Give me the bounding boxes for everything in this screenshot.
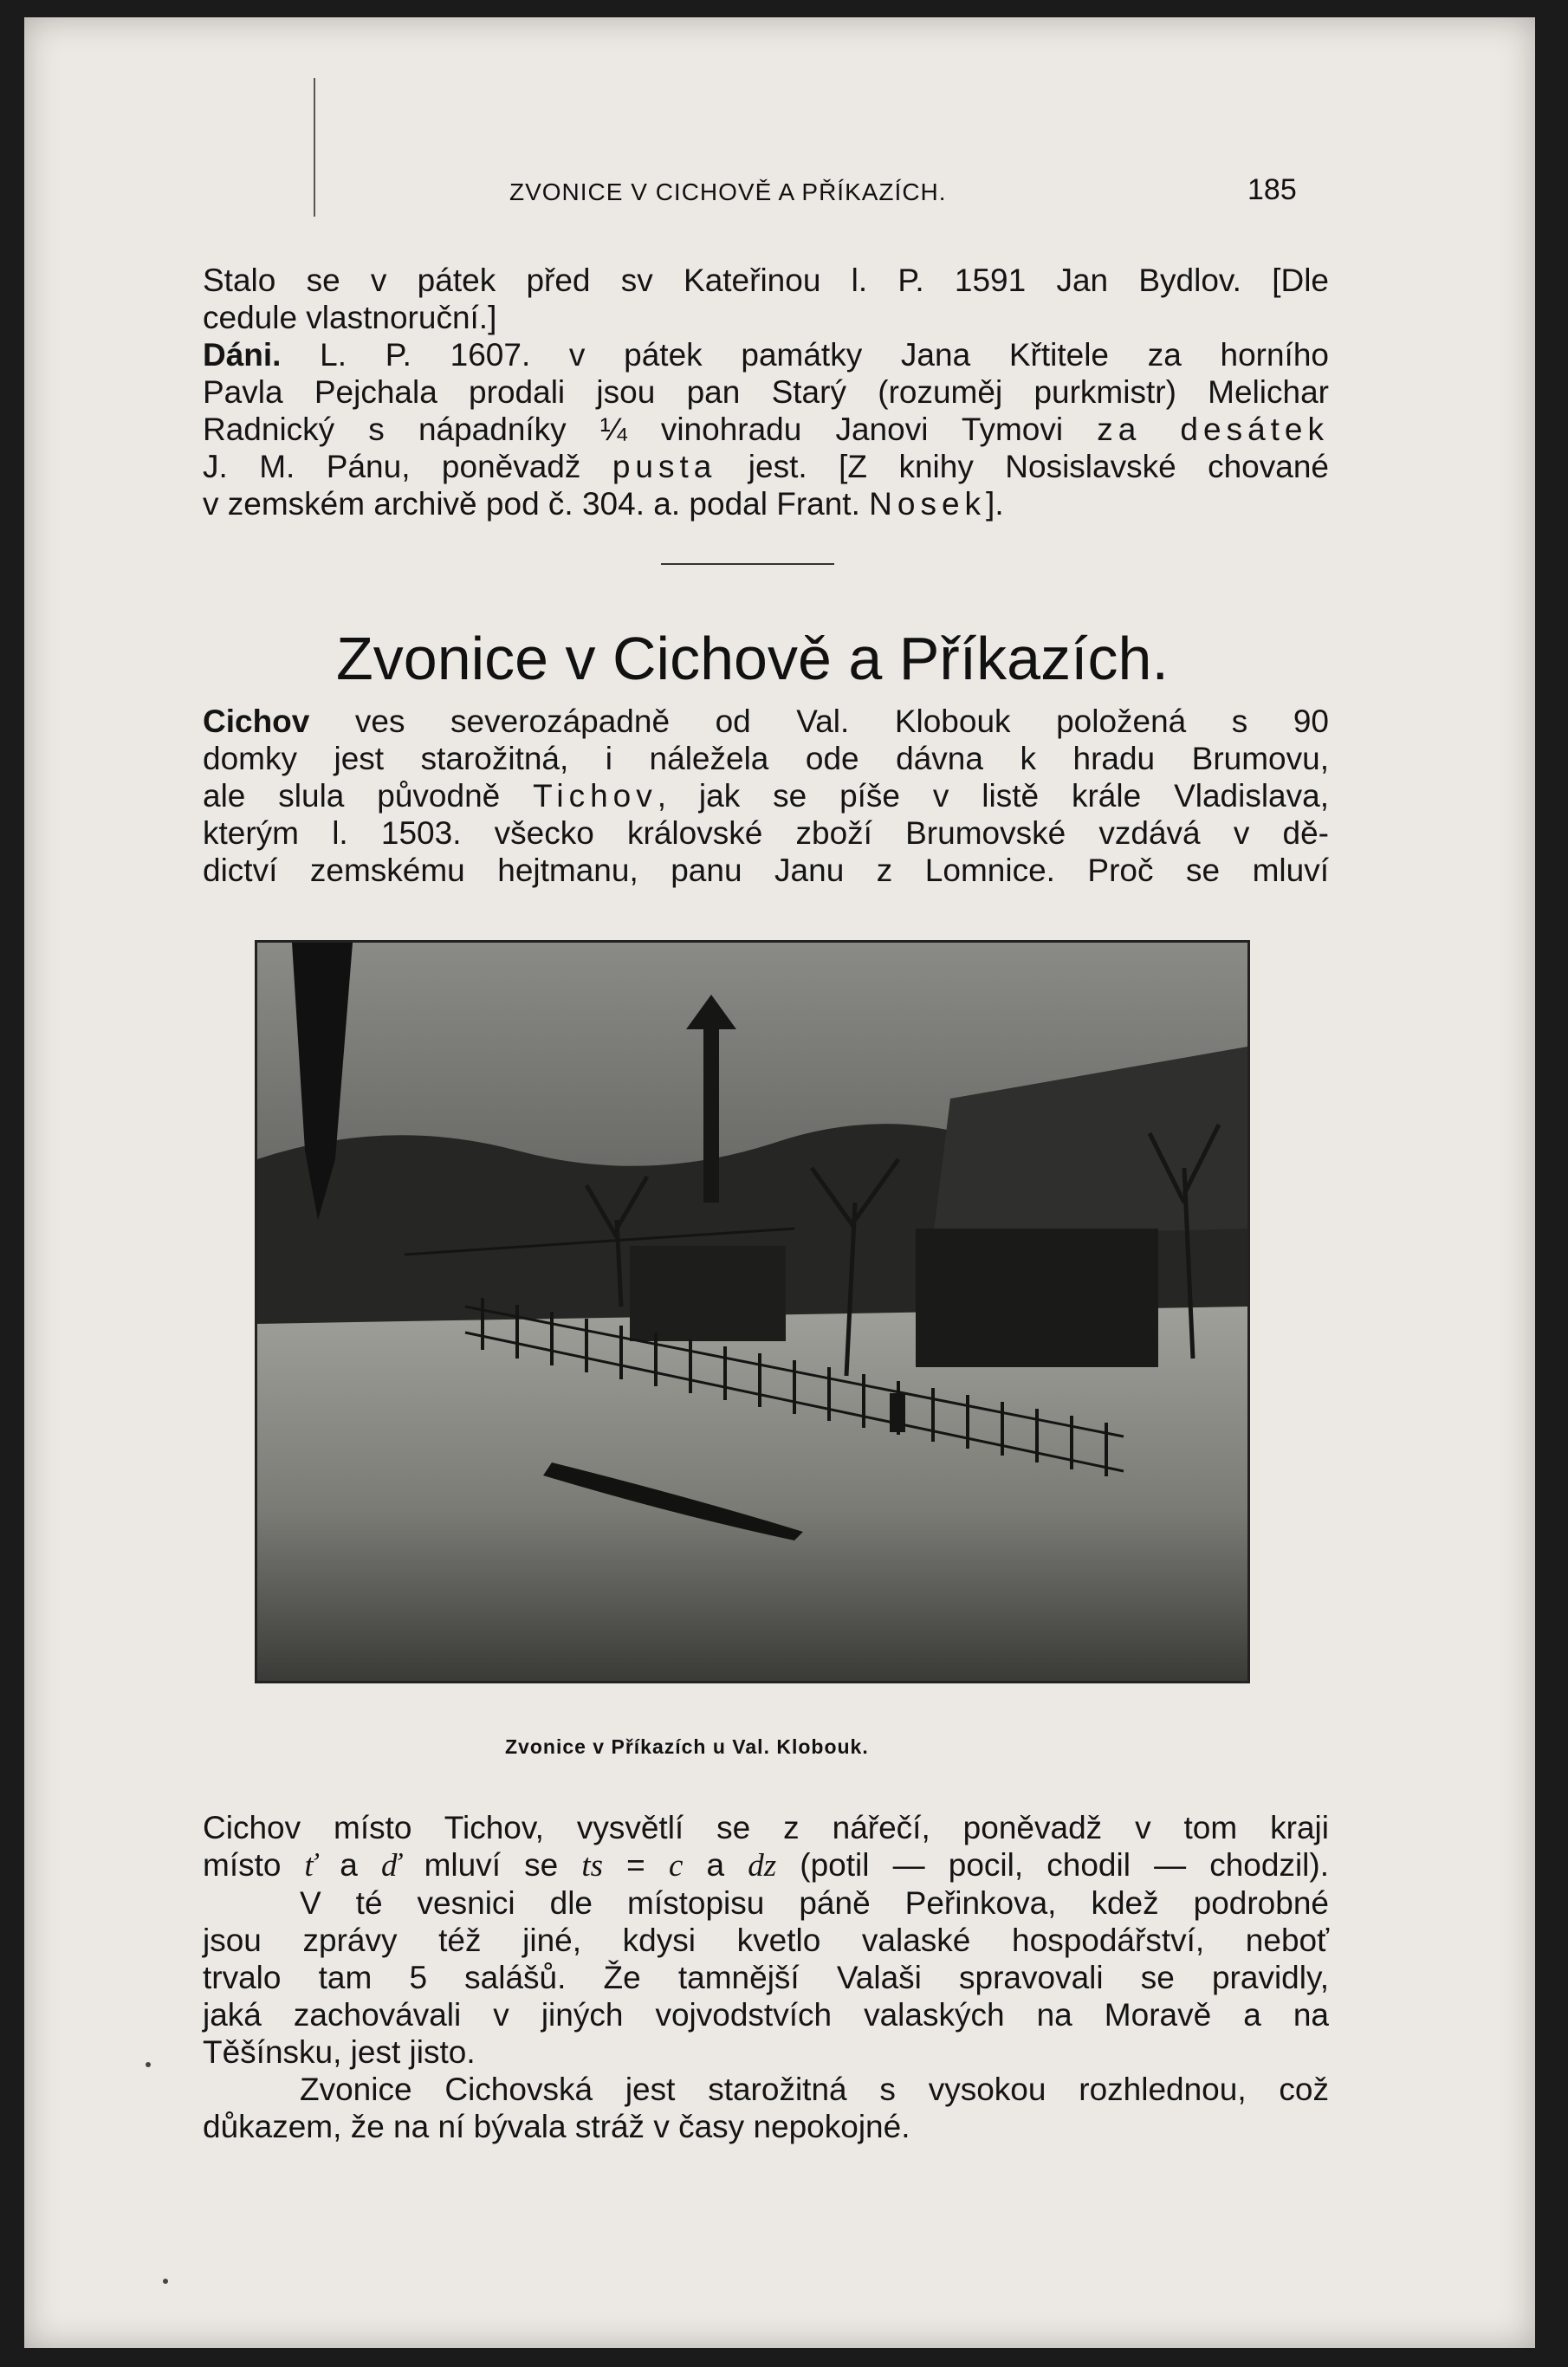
text-line <box>203 262 1329 299</box>
text-line <box>203 411 1329 448</box>
text-line <box>203 1996 1329 2033</box>
text-line <box>203 814 1329 852</box>
person-figure <box>890 1393 905 1432</box>
photo-scene <box>257 943 1247 1681</box>
text-span: ]. <box>986 486 1004 522</box>
text-span: a <box>683 1847 748 1883</box>
text-span: důkazem, že na ní bývala stráž v časy nepokojné. <box>203 2109 910 2144</box>
italic-letter: ts <box>581 1848 604 1884</box>
text-line <box>203 485 1329 522</box>
print-speck <box>146 2062 151 2067</box>
text-line <box>203 1846 1329 1884</box>
text-line <box>203 1884 1329 1922</box>
text-line <box>203 299 1329 336</box>
text-span: vinohradu Janovi Tymovi <box>626 412 1098 447</box>
text-line <box>203 1809 1329 1846</box>
photo-caption: Zvonice v Příkazích u Val. Klobouk. <box>505 1735 869 1758</box>
text-span: v zemském archivě pod č. 304. a. podal Frant. <box>203 486 870 522</box>
text-span: Radnický s nápadníky <box>203 412 600 447</box>
text-span: Cichov místo Tichov, vysvětlí se z nářečí, poněvadž v tom kraji <box>203 1810 1329 1845</box>
italic-letter: c <box>668 1848 684 1884</box>
section-heading: Zvonice v Cichově a Příkazích. <box>336 625 1169 692</box>
text-line <box>203 852 1329 889</box>
text-span: J. M. Pánu, poněvadž <box>203 449 612 484</box>
text-span: Stalo se v pátek před sv Kateřinou l. P. 1591 Jan Bydlov. [Dle <box>203 263 1329 298</box>
text-line <box>203 1922 1329 1959</box>
text-span: ves severozápadně od Val. Klobouk položená s 90 <box>309 704 1329 739</box>
text-line <box>203 448 1329 485</box>
text-span: ale slula původně <box>203 778 534 814</box>
bell-tower-photograph <box>255 940 1250 1683</box>
cichov-label: Cichov <box>203 704 310 739</box>
text-line <box>203 2071 1329 2108</box>
text-line <box>203 2108 1329 2145</box>
spaced-text: za desátek <box>1097 412 1330 447</box>
text-span: jest. [Z knihy Nosislavské chované <box>716 449 1329 484</box>
italic-letter: ť <box>304 1848 317 1884</box>
page-number: 185 <box>1247 173 1297 206</box>
text-span: a <box>316 1847 381 1883</box>
dani-label: Dáni. <box>203 337 282 373</box>
italic-letter: ď <box>380 1848 401 1884</box>
text-line <box>203 703 1329 740</box>
top-paragraph <box>203 262 1329 522</box>
text-span: Zvonice Cichovská jest starožitná s vysokou rozhlednou, což <box>300 2072 1329 2107</box>
equals-sign: = <box>603 1847 669 1883</box>
italic-letter: dz <box>748 1848 777 1884</box>
text-line <box>203 777 1329 814</box>
text-span: trvalo tam 5 salášů. Že tamnější Valaši spravovali se pravidly, <box>203 1960 1329 1995</box>
text-line <box>203 336 1329 373</box>
spaced-text: pusta <box>612 449 717 484</box>
text-line <box>203 373 1329 411</box>
text-line <box>203 2033 1329 2071</box>
text-line <box>203 740 1329 777</box>
paragraph-cichov <box>203 703 1329 889</box>
margin-rule <box>314 78 315 217</box>
text-line <box>203 1959 1329 1996</box>
text-span: , jak se píše v listě krále Vladislava, <box>657 778 1329 814</box>
text-span: L. P. 1607. v pátek památky Jana Křtitele za horního <box>281 337 1329 373</box>
text-span: Pavla Pejchala prodali jsou pan Starý (rozuměj purkmistr) Melichar <box>203 374 1329 410</box>
book-page <box>24 17 1535 2348</box>
text-span: Těšínsku, jest jisto. <box>203 2034 476 2070</box>
section-divider <box>661 563 834 565</box>
print-speck <box>163 2279 168 2284</box>
text-span: kterým l. 1503. všecko královské zboží Brumovské vzdává v dě- <box>203 815 1329 851</box>
text-span: jsou zprávy též jiné, kdysi kvetlo valaské hospodářství, neboť <box>203 1923 1329 1958</box>
hedge <box>916 1229 1158 1367</box>
spaced-text: Nosek <box>869 486 987 522</box>
fraction: ¼ <box>599 412 627 447</box>
running-title: ZVONICE V CICHOVĚ A PŘÍKAZÍCH. <box>509 178 947 205</box>
text-span: mluví se <box>400 1847 582 1883</box>
text-span: domky jest starožitná, i náležela ode dávna k hradu Brumovu, <box>203 741 1329 776</box>
text-span: místo <box>203 1847 305 1883</box>
text-span: cedule vlastnoruční.] <box>203 300 497 335</box>
paragraph-dialect <box>203 1809 1329 2145</box>
text-span: V té vesnici dle místopisu páně Peřinkova, kdež podrobné <box>300 1885 1329 1921</box>
text-span: dictví zemskému hejtmanu, panu Janu z Lomnice. Proč se mluví <box>203 853 1329 888</box>
spaced-text: Tichov <box>533 778 658 814</box>
text-span: jaká zachovávali v jiných vojvodstvích valaských na Moravě a na <box>203 1997 1329 2033</box>
text-span: (potil — pocil, chodil — chodzil). <box>776 1847 1329 1883</box>
hedge <box>630 1246 786 1341</box>
bell-tower <box>703 1029 719 1203</box>
